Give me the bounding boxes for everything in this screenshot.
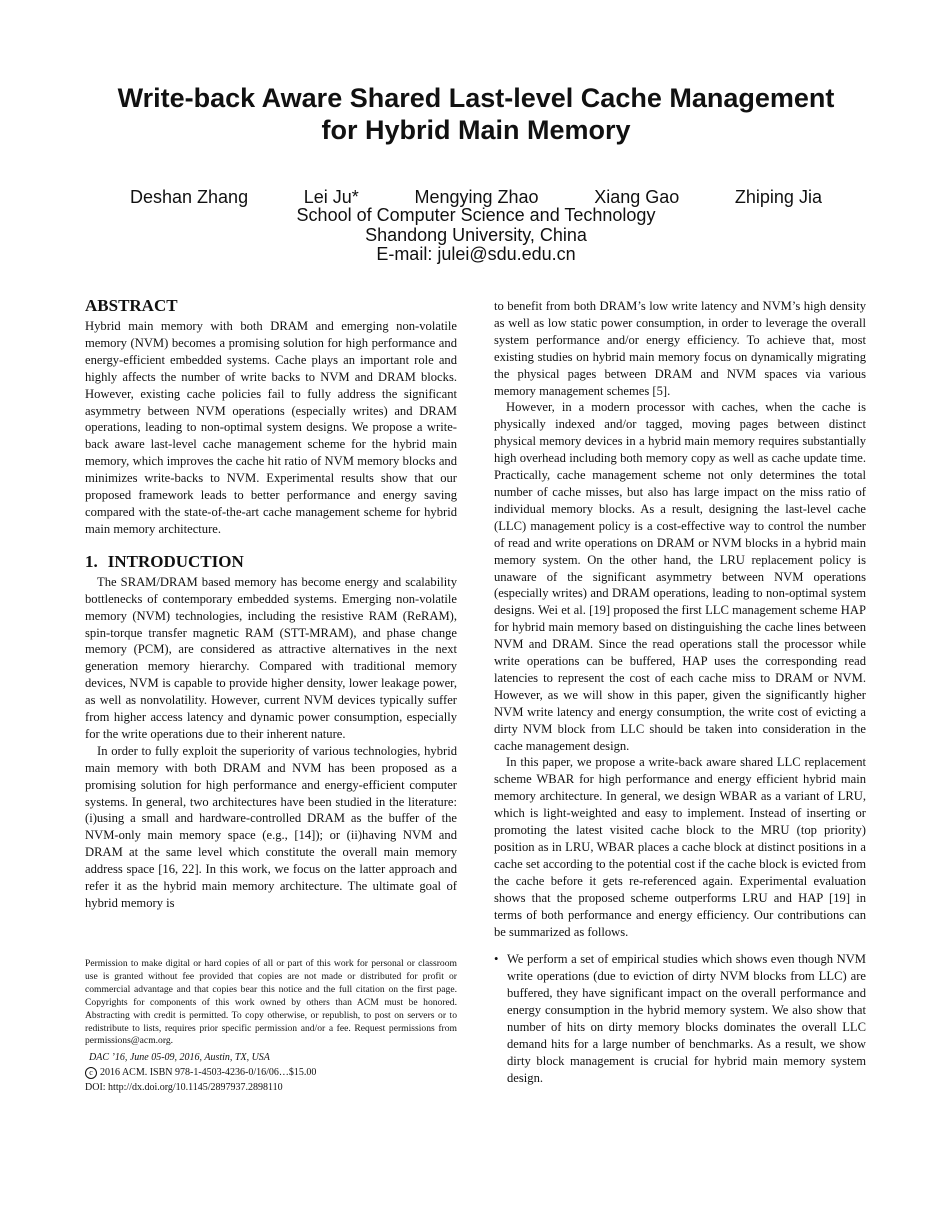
author-name: Zhiping Jia [734, 187, 822, 207]
section-number: 1. [85, 551, 98, 571]
affiliation-block [200, 206, 752, 265]
list-item-text: We perform a set of empirical studies which shows even though NVM write operations (due to eviction of dirty NVM blocks from LLC) are buffered, they have significant impact on the overall performance and energy consumption in the hybrid memory system. We also show that number of hits on dirty memory blocks dominates the overall LLC demand hits for a large number of benchmarks. As a result, we show dirty block management is crucial for hybrid main memory system design. [507, 952, 866, 1085]
copyright-text: 2016 ACM. ISBN 978-1-4503-4236-0/16/06…$15.00 [100, 1067, 317, 1079]
section-title: INTRODUCTION [107, 551, 244, 571]
permission-text: Permission to make digital or hard copies of all or part of this work for personal or classroom use is granted without fee provided that copies are not made or distributed for profit or commercial advantage and that copies bear this notice and the full citation on the first page. Copyrights for components of this work owned by others than ACM must be honored. Abstracting with credit is permitted. To copy otherwise, or republish, to post on servers or to redistribute to lists, requires prior specific permission and/or a fee. Request permissions from permissions@acm.org. [85, 958, 457, 1047]
affiliation-university: Shandong University, China [365, 224, 587, 245]
permission-footnote [85, 958, 457, 1095]
intro-paragraph-4: In this paper, we propose a write-back aware shared LLC replacement scheme WBAR for high performance and energy efficient hybrid main memory architecture. In general, we design WBAR as a variant of LRU, which is light-weighted and easy to implement. Instead of inserting or promoting the latest visited cache block to the MRU (top priority) position as in LRU, WBAR places a cache block at distinct positions in a cache set according to the potential cost if the cache block is evicted from the cache before it gets re-referenced again. Experimental evaluation shows that the proposed scheme outperforms LRU and HAP [19] in terms of both performance and energy efficiency. Our contributions can be summarized as follows. [494, 755, 866, 939]
title-line-1: Write-back Aware Shared Last-level Cache Management [117, 83, 835, 113]
doi-line: DOI: http://dx.doi.org/10.1145/2897937.2898110 [85, 1082, 283, 1094]
left-column [85, 296, 457, 912]
author-name: Mengying Zhao [414, 187, 539, 207]
venue-line: DAC ’16, June 05-09, 2016, Austin, TX, USA [89, 1052, 270, 1064]
right-column [494, 298, 866, 1087]
intro-paragraph-2: In order to fully exploit the superiority of various technologies, hybrid main memory with both DRAM and NVM has been proposed as a promising solution for high performance and energy-efficient computer systems. In general, two architectures have been studied in the literature: (i)using a small and hardware-controlled DRAM as the buffer of the NVM-only main memory space (e.g., [14]); or (ii)having NVM and DRAM at the same level which constitute the overall main memory address space [16, 22]. In this work, we focus on the latter approach and refer it as the hybrid main memory architecture. The ultimate goal of hybrid memory is [85, 743, 457, 910]
intro-paragraph-3: However, in a modern processor with caches, when the cache is physically indexed and/or tagged, moving pages between distinct physical memory devices in a hybrid main memory requires substantially high overhead including both memory copy as well as cache update time. Practically, cache management scheme not only determines the total number of cache misses, but also has large impact on the miss ratio of individual memory blocks. As a result, designing the last-level cache (LLC) management policy is a cost-effective way to control the number of read and write operations on DRAM or NVM blocks in a hybrid main memory system. On the other hand, the LRU replacement policy is unaware of the significant asymmetry between NVM operations (especially writes) and DRAM operations, leading to non-optimal system designs. Wei et al. [19] proposed the first LLC management scheme HAP for hybrid main memory based on distinguishing the cache lines between NVM and DRAM. Since the read operations stall the processor while write operations can be buffered, HAP uses the corresponding read latencies to represent the cost of each cache miss to DRAM or NVM. However, as we will show in this paper, given the significantly higher NVM write latency and energy consumption, the write cost of evicting a dirty NVM block from LLC should be taken into consideration in the cache management design. [494, 400, 866, 753]
author-name: Lei Ju* [303, 187, 359, 207]
author-name: Deshan Zhang [130, 187, 249, 207]
intro-paragraph-2-continued: to benefit from both DRAM’s low write latency and NVM’s high density as well as low static power consumption, in order to leverage the overall system performance and/or energy efficiency. To achieve that, most existing studies on hybrid main memory focus on dynamically migrating the physical pages between DRAM and NVM spaces via various memory management schemes [5]. [494, 299, 866, 398]
abstract-text: Hybrid main memory with both DRAM and emerging non-volatile memory (NVM) becomes a promising solution for high performance and energy-efficient embedded systems. Cache plays an important role and highly affects the number of write backs to NVM and DRAM blocks. However, existing cache policies fail to fully address the significant asymmetry between NVM operations (especially writes) and DRAM operations, leading to non-optimal system designs. We propose a write-back aware last-level cache management scheme for the hybrid main memory, which improves the cache hit ratio of NVM memory blocks and minimizes write-backs to NVM. Experimental results show that our proposed framework leads to better performance and energy saving compared with the state-of-the-art cache management scheme for hybrid main memory architecture. [85, 319, 457, 536]
contributions-list [494, 951, 866, 1086]
intro-paragraph-1: The SRAM/DRAM based memory has become energy and scalability bottlenecks of contemporary embedded systems. Emerging non-volatile memory (NVM) technologies, including the resistive RAM (ReRAM), spin-torque transfer magnetic RAM (STT-MRAM), and phase change memory (PCM), are considered as attractive alternatives in the next generation memory hierarchy. Compared with traditional memory devices, NVM is capable to provide higher density, lower leakage power, as well as nonvolatility. However, current NVM devices typically suffer from higher access latency and dynamic power consumption, especially for the write operations due to their inherent nature. [85, 574, 457, 741]
abstract-heading: ABSTRACT [85, 296, 178, 315]
list-item [494, 951, 866, 1086]
paper-title [60, 82, 892, 146]
author-list [130, 187, 822, 207]
copyright-line [85, 1065, 457, 1080]
copyright-icon: c [85, 1067, 97, 1079]
affiliation-email: E-mail: julei@sdu.edu.cn [376, 244, 576, 264]
intro-heading [85, 552, 457, 572]
bullet-icon: • [494, 952, 499, 967]
affiliation-school: School of Computer Science and Technology [296, 205, 656, 225]
title-line-2: for Hybrid Main Memory [321, 115, 631, 145]
author-name: Xiang Gao [594, 187, 680, 207]
